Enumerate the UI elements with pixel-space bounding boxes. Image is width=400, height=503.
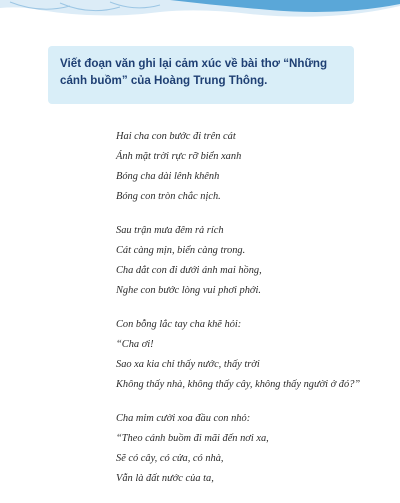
poem-line: Sao xa kia chỉ thấy nước, thấy trời — [116, 359, 260, 370]
poem-line: “Theo cánh buồm đi mãi đến nơi xa, — [116, 433, 269, 444]
decorative-banner — [0, 0, 400, 22]
poem-stanza — [116, 221, 386, 301]
poem-line: Cát càng mịn, biển càng trong. — [116, 245, 246, 256]
poem-stanza — [116, 315, 386, 395]
poem-line: “Cha ơi! — [116, 339, 154, 350]
poem-stanza — [116, 409, 386, 489]
poem-line: Bóng con tròn chắc nịch. — [116, 191, 221, 202]
poem-line: Hai cha con bước đi trên cát — [116, 131, 236, 142]
poem-line: Cha dắt con đi dưới ánh mai hồng, — [116, 265, 262, 276]
poem-line: Sẽ có cây, có cửa, có nhà, — [116, 453, 224, 464]
poem-line: Con bỗng lắc tay cha khẽ hỏi: — [116, 319, 242, 330]
poem — [116, 127, 386, 503]
poem-stanza — [116, 127, 386, 207]
poem-line: Nghe con bước lòng vui phơi phới. — [116, 285, 261, 296]
task-prompt-text: Viết đoạn văn ghi lại cảm xúc về bài thơ “Những cánh buồm” của Hoàng Trung Thông. — [60, 57, 328, 87]
poem-line: Sau trận mưa đêm rả rích — [116, 225, 224, 236]
poem-line: Không thấy nhà, không thấy cây, không thấy người ở đó?” — [116, 379, 361, 390]
poem-line: Bóng cha dài lênh khênh — [116, 171, 220, 182]
poem-line: Ánh mặt trời rực rỡ biển xanh — [116, 151, 242, 162]
poem-line: Cha mỉm cười xoa đầu con nhỏ: — [116, 413, 251, 424]
poem-line: Vẫn là đất nước của ta, — [116, 473, 214, 484]
leaf-pattern-icon — [0, 0, 400, 22]
task-prompt-box — [48, 46, 354, 104]
